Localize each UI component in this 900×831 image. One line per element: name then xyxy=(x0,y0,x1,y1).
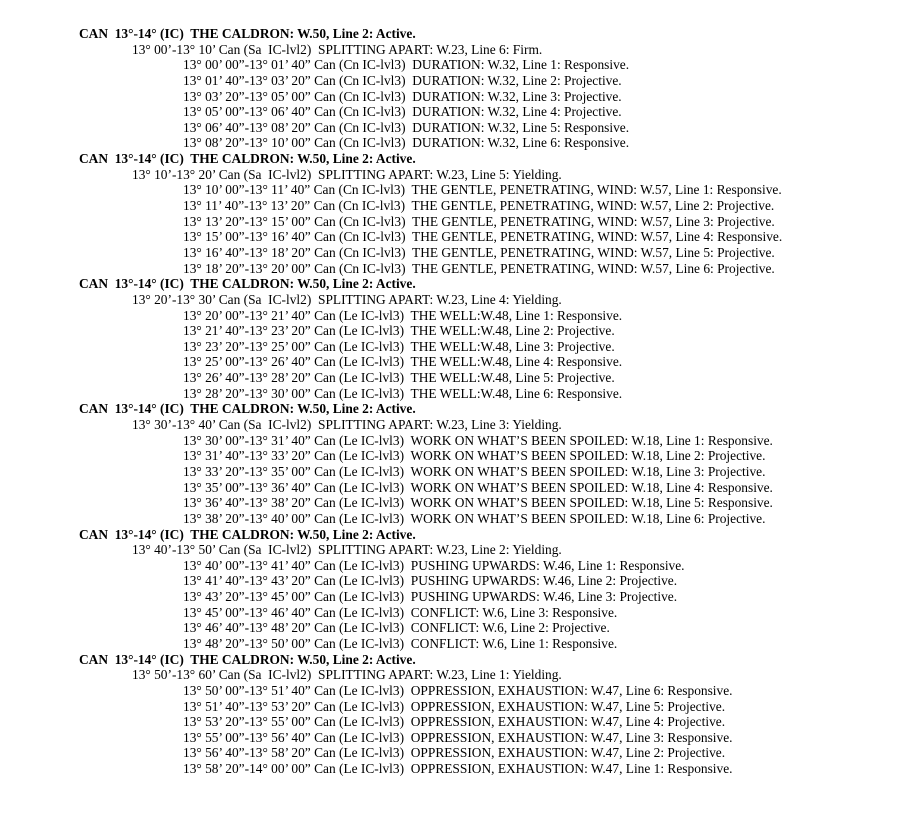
block-header: CAN 13°-14° (IC) THE CALDRON: W.50, Line 2: Active. xyxy=(79,276,416,292)
entry-line: 13° 03’ 20”-13° 05’ 00” Can (Cn IC-lvl3) DURATION: W.32, Line 3: Projective. xyxy=(183,88,622,104)
block-header: CAN 13°-14° (IC) THE CALDRON: W.50, Line 2: Active. xyxy=(79,151,416,167)
block-header: CAN 13°-14° (IC) THE CALDRON: W.50, Line 2: Active. xyxy=(79,26,416,41)
entry-line: 13° 41’ 40”-13° 43’ 20” Can (Le IC-lvl3) PUSHING UPWARDS: W.46, Line 2: Projective. xyxy=(183,573,678,589)
entry-line: 13° 35’ 00”-13° 36’ 40” Can (Le IC-lvl3) WORK ON WHAT’S BEEN SPOILED: W.18, Line 4: Responsive. xyxy=(183,479,773,495)
entry-line: 13° 53’ 20”-13° 55’ 00” Can (Le IC-lvl3) OPPRESSION, EXHAUSTION: W.47, Line 4: Projective. xyxy=(183,714,726,730)
entry-line: 13° 33’ 20”-13° 35’ 00” Can (Le IC-lvl3) WORK ON WHAT’S BEEN SPOILED: W.18, Line 3: Projective. xyxy=(183,463,766,479)
subdivision-line: 13° 50’-13° 60’ Can (Sa IC-lvl2) SPLITTING APART: W.23, Line 1: Yielding. xyxy=(132,667,562,683)
entry-line: 13° 58’ 20”-14° 00’ 00” Can (Le IC-lvl3) OPPRESSION, EXHAUSTION: W.47, Line 1: Responsive. xyxy=(183,761,733,777)
entry-line: 13° 10’ 00”-13° 11’ 40” Can (Cn IC-lvl3) THE GENTLE, PENETRATING, WIND: W.57, Line 1: Responsive. xyxy=(183,182,782,198)
entry-line: 13° 51’ 40”-13° 53’ 20” Can (Le IC-lvl3) OPPRESSION, EXHAUSTION: W.47, Line 5: Projective. xyxy=(183,698,726,714)
entry-line: 13° 20’ 00”-13° 21’ 40” Can (Le IC-lvl3) THE WELL:W.48, Line 1: Responsive. xyxy=(183,307,623,323)
block-header: CAN 13°-14° (IC) THE CALDRON: W.50, Line 2: Active. xyxy=(79,526,416,542)
entry-line: 13° 46’ 40”-13° 48’ 20” Can (Le IC-lvl3) CONFLICT: W.6, Line 2: Projective. xyxy=(183,620,610,636)
entry-line: 13° 30’ 00”-13° 31’ 40” Can (Le IC-lvl3) WORK ON WHAT’S BEEN SPOILED: W.18, Line 1: Responsive. xyxy=(183,432,773,448)
entry-line: 13° 56’ 40”-13° 58’ 20” Can (Le IC-lvl3) OPPRESSION, EXHAUSTION: W.47, Line 2: Projective. xyxy=(183,745,726,761)
entry-line: 13° 15’ 00”-13° 16’ 40” Can (Cn IC-lvl3) THE GENTLE, PENETRATING, WIND: W.57, Line 4: Responsive. xyxy=(183,229,783,245)
entry-line: 13° 50’ 00”-13° 51’ 40” Can (Le IC-lvl3) OPPRESSION, EXHAUSTION: W.47, Line 6: Responsive. xyxy=(183,682,733,698)
entry-line: 13° 25’ 00”-13° 26’ 40” Can (Le IC-lvl3) THE WELL:W.48, Line 4: Responsive. xyxy=(183,354,623,370)
entry-line: 13° 45’ 00”-13° 46’ 40” Can (Le IC-lvl3) CONFLICT: W.6, Line 3: Responsive. xyxy=(183,604,618,620)
entry-line: 13° 55’ 00”-13° 56’ 40” Can (Le IC-lvl3) OPPRESSION, EXHAUSTION: W.47, Line 3: Responsive. xyxy=(183,729,733,745)
subdivision-line: 13° 40’-13° 50’ Can (Sa IC-lvl2) SPLITTING APART: W.23, Line 2: Yielding. xyxy=(132,542,562,558)
block-header: CAN 13°-14° (IC) THE CALDRON: W.50, Line 2: Active. xyxy=(79,401,416,417)
subdivision-line: 13° 30’-13° 40’ Can (Sa IC-lvl2) SPLITTING APART: W.23, Line 3: Yielding. xyxy=(132,417,562,433)
entry-line: 13° 08’ 20”-13° 10’ 00” Can (Cn IC-lvl3) DURATION: W.32, Line 6: Responsive. xyxy=(183,135,630,151)
entry-line: 13° 11’ 40”-13° 13’ 20” Can (Cn IC-lvl3) THE GENTLE, PENETRATING, WIND: W.57, Line 2: Projective. xyxy=(183,198,775,214)
subdivision-line: 13° 10’-13° 20’ Can (Sa IC-lvl2) SPLITTING APART: W.23, Line 5: Yielding. xyxy=(132,166,562,182)
entry-line: 13° 28’ 20”-13° 30’ 00” Can (Le IC-lvl3) THE WELL:W.48, Line 6: Responsive. xyxy=(183,385,623,401)
entry-line: 13° 38’ 20”-13° 40’ 00” Can (Le IC-lvl3) WORK ON WHAT’S BEEN SPOILED: W.18, Line 6: Projective. xyxy=(183,510,766,526)
entry-line: 13° 13’ 20”-13° 15’ 00” Can (Cn IC-lvl3) THE GENTLE, PENETRATING, WIND: W.57, Line 3: Projective. xyxy=(183,213,775,229)
entry-line: 13° 16’ 40”-13° 18’ 20” Can (Cn IC-lvl3) THE GENTLE, PENETRATING, WIND: W.57, Line 5: Projective. xyxy=(183,244,775,260)
entry-line: 13° 43’ 20”-13° 45’ 00” Can (Le IC-lvl3) PUSHING UPWARDS: W.46, Line 3: Projective. xyxy=(183,589,678,605)
entry-line: 13° 05’ 00”-13° 06’ 40” Can (Cn IC-lvl3) DURATION: W.32, Line 4: Projective. xyxy=(183,104,622,120)
entry-line: 13° 48’ 20”-13° 50’ 00” Can (Le IC-lvl3) CONFLICT: W.6, Line 1: Responsive. xyxy=(183,635,618,651)
entry-line: 13° 01’ 40”-13° 03’ 20” Can (Cn IC-lvl3) DURATION: W.32, Line 2: Projective. xyxy=(183,72,622,88)
block-header: CAN 13°-14° (IC) THE CALDRON: W.50, Line 2: Active. xyxy=(79,651,416,667)
entry-line: 13° 06’ 40”-13° 08’ 20” Can (Cn IC-lvl3) DURATION: W.32, Line 5: Responsive. xyxy=(183,119,630,135)
entry-line: 13° 40’ 00”-13° 41’ 40” Can (Le IC-lvl3) PUSHING UPWARDS: W.46, Line 1: Responsive. xyxy=(183,557,685,573)
subdivision-line: 13° 00’-13° 10’ Can (Sa IC-lvl2) SPLITTING APART: W.23, Line 6: Firm. xyxy=(132,41,543,57)
entry-line: 13° 26’ 40”-13° 28’ 20” Can (Le IC-lvl3) THE WELL:W.48, Line 5: Projective. xyxy=(183,370,615,386)
entry-line: 13° 36’ 40”-13° 38’ 20” Can (Le IC-lvl3) WORK ON WHAT’S BEEN SPOILED: W.18, Line 5: Responsive. xyxy=(183,495,773,511)
entry-line: 13° 31’ 40”-13° 33’ 20” Can (Le IC-lvl3) WORK ON WHAT’S BEEN SPOILED: W.18, Line 2: Projective. xyxy=(183,448,766,464)
subdivision-line: 13° 20’-13° 30’ Can (Sa IC-lvl2) SPLITTING APART: W.23, Line 4: Yielding. xyxy=(132,291,562,307)
entry-line: 13° 00’ 00”-13° 01’ 40” Can (Cn IC-lvl3) DURATION: W.32, Line 1: Responsive. xyxy=(183,57,630,73)
entry-line: 13° 21’ 40”-13° 23’ 20” Can (Le IC-lvl3) THE WELL:W.48, Line 2: Projective. xyxy=(183,323,615,339)
entry-line: 13° 23’ 20”-13° 25’ 00” Can (Le IC-lvl3) THE WELL:W.48, Line 3: Projective. xyxy=(183,338,615,354)
entry-line: 13° 18’ 20”-13° 20’ 00” Can (Cn IC-lvl3) THE GENTLE, PENETRATING, WIND: W.57, Line 6: Projective. xyxy=(183,260,775,276)
